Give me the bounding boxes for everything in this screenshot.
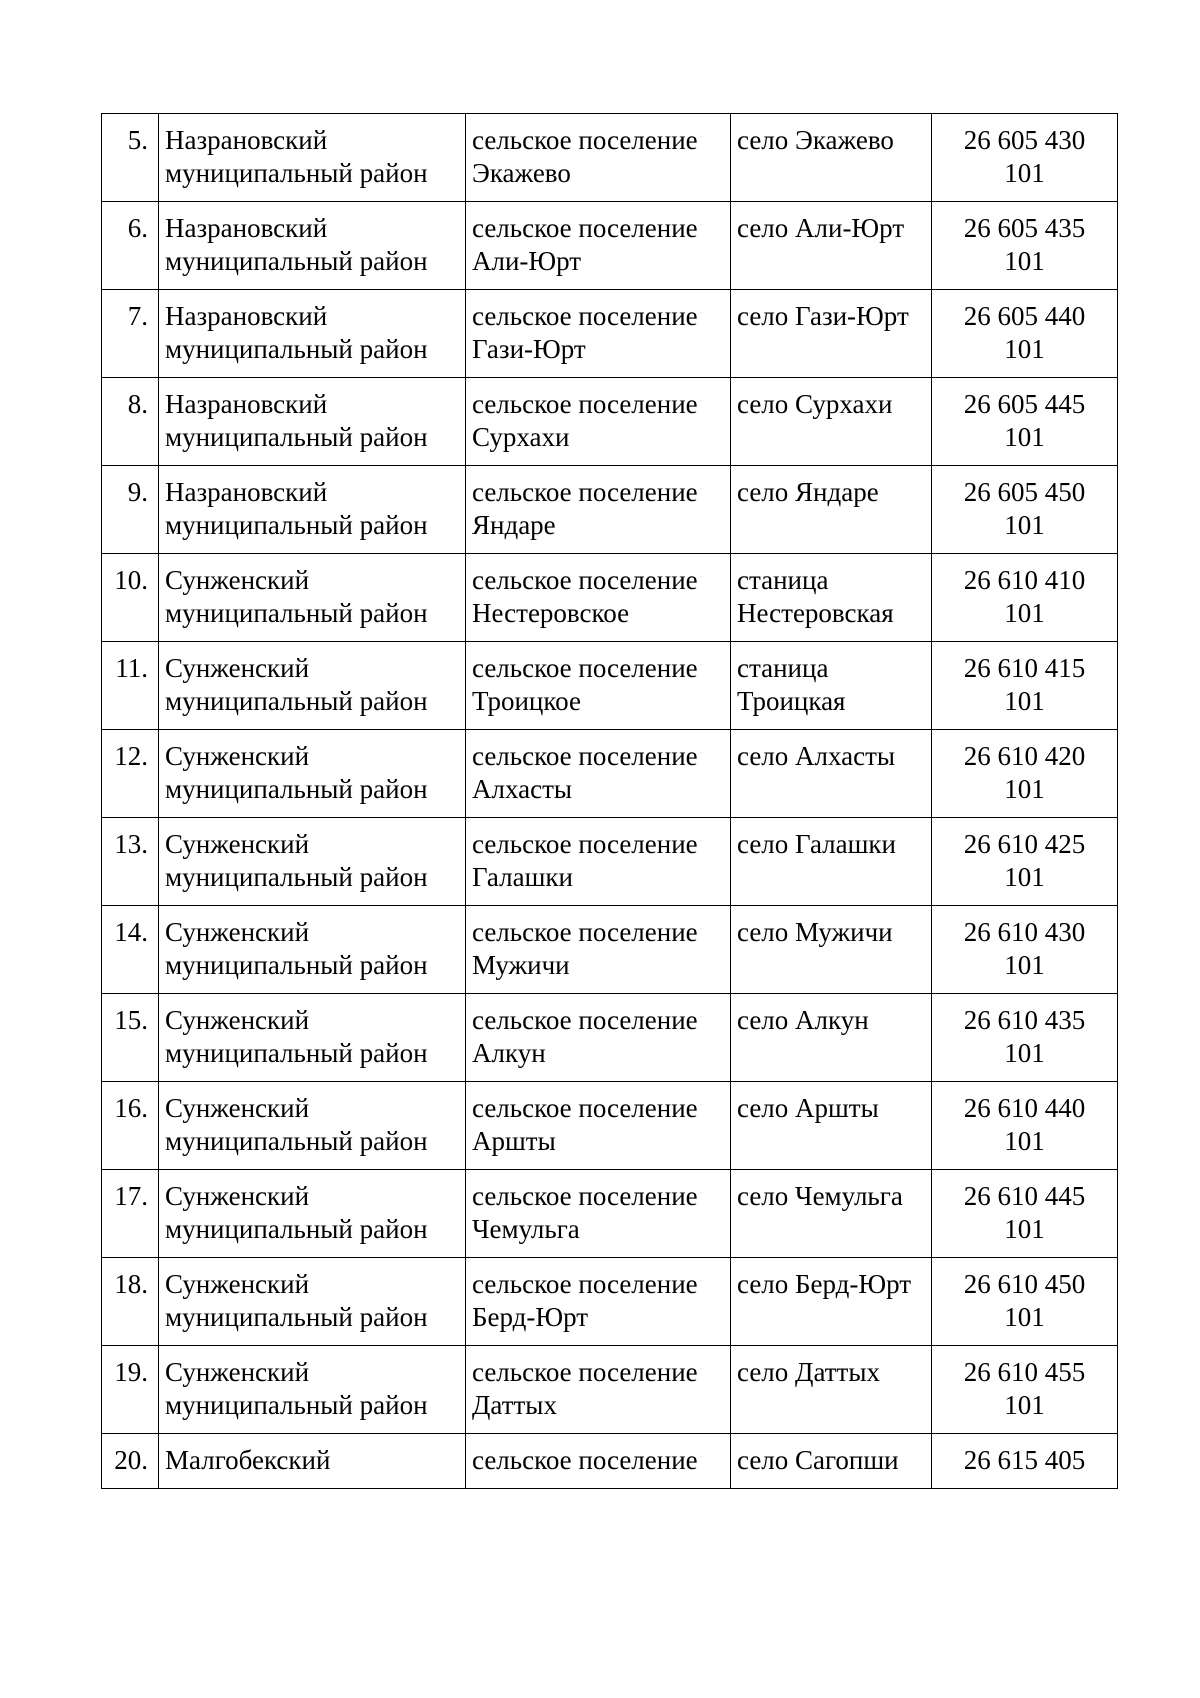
settlement-cell-line: Алкун	[472, 1038, 546, 1068]
locality-cell	[731, 378, 932, 466]
oktmo-code-cell-line: 26 610 430	[963, 917, 1086, 947]
oktmo-code-cell-line: 26 605 440	[963, 301, 1086, 331]
oktmo-code-cell-line: 101	[1004, 1302, 1045, 1332]
locality-cell-line: станица	[737, 653, 829, 683]
district-cell	[159, 554, 466, 642]
settlement-cell-line: Сурхахи	[472, 422, 570, 452]
district-cell-line: Назрановский	[165, 301, 328, 331]
locality-cell	[731, 554, 932, 642]
table-row	[102, 554, 1118, 642]
oktmo-code-cell	[932, 642, 1118, 730]
settlement-cell-line: Яндаре	[472, 510, 556, 540]
oktmo-code-cell-line: 26 605 450	[963, 477, 1086, 507]
settlement-cell	[466, 202, 731, 290]
settlement-cell-line: Али-Юрт	[472, 246, 582, 276]
settlement-cell	[466, 906, 731, 994]
row-number-cell: 20.	[102, 1434, 159, 1489]
locality-cell	[731, 114, 932, 202]
district-cell-line: муниципальный район	[165, 1214, 428, 1244]
row-number-cell: 11.	[102, 642, 159, 730]
settlement-cell-line: сельское поселение	[472, 1093, 698, 1123]
locality-cell-line: село Али-Юрт	[737, 213, 905, 243]
locality-cell	[731, 1082, 932, 1170]
locality-cell-line: Нестеровская	[737, 598, 894, 628]
district-cell-line: муниципальный район	[165, 246, 428, 276]
table-row	[102, 290, 1118, 378]
district-cell	[159, 1434, 466, 1489]
locality-cell-line: село Даттых	[737, 1357, 880, 1387]
oktmo-code-cell	[932, 1170, 1118, 1258]
settlement-cell-line: Алхасты	[472, 774, 573, 804]
locality-cell	[731, 1258, 932, 1346]
oktmo-code-cell	[932, 1346, 1118, 1434]
row-number-cell: 5.	[102, 114, 159, 202]
oktmo-code-cell-line: 26 615 405	[963, 1445, 1086, 1475]
locality-cell-line: село Мужичи	[737, 917, 893, 947]
settlement-cell-line: сельское поселение	[472, 565, 698, 595]
settlement-cell-line: сельское поселение	[472, 829, 698, 859]
locality-cell	[731, 1170, 932, 1258]
oktmo-code-cell-line: 26 610 410	[963, 565, 1086, 595]
settlement-cell-line: сельское поселение	[472, 125, 698, 155]
settlement-cell	[466, 642, 731, 730]
oktmo-code-cell-line: 101	[1004, 1390, 1045, 1420]
oktmo-code-cell-line: 101	[1004, 774, 1045, 804]
row-number-cell: 10.	[102, 554, 159, 642]
district-cell-line: Назрановский	[165, 477, 328, 507]
district-cell-line: Сунженский	[165, 741, 310, 771]
district-cell	[159, 730, 466, 818]
row-number-cell: 7.	[102, 290, 159, 378]
locality-cell-line: село Сурхахи	[737, 389, 893, 419]
table-row	[102, 730, 1118, 818]
oktmo-code-cell-line: 101	[1004, 422, 1045, 452]
row-number-cell: 17.	[102, 1170, 159, 1258]
table-row	[102, 1082, 1118, 1170]
table-row	[102, 202, 1118, 290]
district-cell	[159, 642, 466, 730]
settlement-cell	[466, 1258, 731, 1346]
locality-cell-line: село Алкун	[737, 1005, 869, 1035]
settlement-cell	[466, 466, 731, 554]
locality-cell-line: село Гази-Юрт	[737, 301, 909, 331]
district-cell	[159, 466, 466, 554]
table-row	[102, 114, 1118, 202]
table-row	[102, 906, 1118, 994]
oktmo-code-cell	[932, 466, 1118, 554]
locality-cell	[731, 994, 932, 1082]
locality-cell	[731, 1346, 932, 1434]
settlement-cell-line: Нестеровское	[472, 598, 630, 628]
settlement-cell-line: Гази-Юрт	[472, 334, 586, 364]
district-cell-line: муниципальный район	[165, 686, 428, 716]
settlement-cell-line: Даттых	[472, 1390, 557, 1420]
oktmo-code-cell-line: 26 610 435	[963, 1005, 1086, 1035]
oktmo-code-cell-line: 101	[1004, 510, 1045, 540]
table-row	[102, 818, 1118, 906]
row-number-cell: 9.	[102, 466, 159, 554]
settlement-cell-line: Экажево	[472, 158, 571, 188]
settlement-cell-line: сельское поселение	[472, 1181, 698, 1211]
row-number-cell: 15.	[102, 994, 159, 1082]
district-cell	[159, 290, 466, 378]
locality-cell-line: Троицкая	[737, 686, 846, 716]
district-cell-line: Малгобекский	[165, 1445, 331, 1475]
oktmo-code-cell	[932, 730, 1118, 818]
settlement-cell-line: сельское поселение	[472, 213, 698, 243]
settlement-cell	[466, 290, 731, 378]
settlement-cell-line: сельское поселение	[472, 301, 698, 331]
locality-cell-line: село Яндаре	[737, 477, 879, 507]
settlement-cell-line: Аршты	[472, 1126, 556, 1156]
district-cell	[159, 202, 466, 290]
settlement-cell-line: сельское поселение	[472, 653, 698, 683]
registry-table-body	[102, 114, 1118, 1489]
settlement-cell	[466, 114, 731, 202]
locality-cell	[731, 642, 932, 730]
locality-cell	[731, 466, 932, 554]
row-number-cell: 16.	[102, 1082, 159, 1170]
oktmo-code-cell-line: 26 610 425	[963, 829, 1086, 859]
settlement-cell-line: сельское поселение	[472, 917, 698, 947]
settlement-cell	[466, 1082, 731, 1170]
district-cell-line: муниципальный район	[165, 1302, 428, 1332]
oktmo-code-cell	[932, 114, 1118, 202]
oktmo-code-cell-line: 101	[1004, 1126, 1045, 1156]
district-cell	[159, 1082, 466, 1170]
district-cell-line: муниципальный район	[165, 334, 428, 364]
table-row	[102, 378, 1118, 466]
settlement-cell-line: сельское поселение	[472, 1005, 698, 1035]
settlement-cell	[466, 994, 731, 1082]
district-cell-line: муниципальный район	[165, 158, 428, 188]
table-row	[102, 1170, 1118, 1258]
district-cell-line: муниципальный район	[165, 950, 428, 980]
district-cell-line: муниципальный район	[165, 774, 428, 804]
locality-cell-line: село Чемульга	[737, 1181, 903, 1211]
oktmo-code-cell-line: 26 610 420	[963, 741, 1086, 771]
row-number-cell: 18.	[102, 1258, 159, 1346]
district-cell-line: Сунженский	[165, 565, 310, 595]
table-row	[102, 466, 1118, 554]
settlement-cell-line: Троицкое	[472, 686, 581, 716]
oktmo-code-cell-line: 101	[1004, 862, 1045, 892]
district-cell	[159, 994, 466, 1082]
oktmo-code-cell-line: 26 610 440	[963, 1093, 1086, 1123]
oktmo-code-cell-line: 101	[1004, 334, 1045, 364]
oktmo-code-cell-line: 101	[1004, 950, 1045, 980]
settlement-cell-line: сельское поселение	[472, 389, 698, 419]
settlement-cell-line: Чемульга	[472, 1214, 580, 1244]
oktmo-code-cell	[932, 906, 1118, 994]
district-cell-line: Назрановский	[165, 389, 328, 419]
settlement-cell	[466, 1434, 731, 1489]
district-cell	[159, 1346, 466, 1434]
district-cell	[159, 818, 466, 906]
settlement-cell	[466, 554, 731, 642]
oktmo-code-cell-line: 26 610 450	[963, 1269, 1086, 1299]
settlement-cell-line: сельское поселение	[472, 1269, 698, 1299]
municipal-registry-table	[101, 113, 1118, 1489]
settlement-cell-line: сельское поселение	[472, 477, 698, 507]
row-number-cell: 14.	[102, 906, 159, 994]
settlement-cell-line: сельское поселение	[472, 1445, 698, 1475]
locality-cell	[731, 202, 932, 290]
district-cell-line: Сунженский	[165, 653, 310, 683]
oktmo-code-cell-line: 26 610 445	[963, 1181, 1086, 1211]
oktmo-code-cell-line: 26 605 445	[963, 389, 1086, 419]
locality-cell	[731, 818, 932, 906]
oktmo-code-cell-line: 26 605 430	[963, 125, 1086, 155]
district-cell	[159, 1258, 466, 1346]
locality-cell-line: станица	[737, 565, 829, 595]
district-cell-line: муниципальный район	[165, 510, 428, 540]
district-cell-line: муниципальный район	[165, 422, 428, 452]
district-cell-line: Сунженский	[165, 1181, 310, 1211]
district-cell-line: муниципальный район	[165, 598, 428, 628]
table-row	[102, 994, 1118, 1082]
settlement-cell-line: Галашки	[472, 862, 573, 892]
district-cell	[159, 114, 466, 202]
oktmo-code-cell	[932, 202, 1118, 290]
district-cell-line: муниципальный район	[165, 1126, 428, 1156]
locality-cell	[731, 290, 932, 378]
locality-cell-line: село Галашки	[737, 829, 896, 859]
locality-cell	[731, 1434, 932, 1489]
oktmo-code-cell	[932, 1258, 1118, 1346]
district-cell-line: Назрановский	[165, 213, 328, 243]
oktmo-code-cell	[932, 1434, 1118, 1489]
settlement-cell-line: Мужичи	[472, 950, 570, 980]
settlement-cell	[466, 1170, 731, 1258]
oktmo-code-cell	[932, 290, 1118, 378]
settlement-cell-line: сельское поселение	[472, 1357, 698, 1387]
settlement-cell-line: сельское поселение	[472, 741, 698, 771]
locality-cell	[731, 730, 932, 818]
district-cell-line: Сунженский	[165, 829, 310, 859]
oktmo-code-cell-line: 101	[1004, 158, 1045, 188]
row-number-cell: 8.	[102, 378, 159, 466]
district-cell-line: муниципальный район	[165, 1390, 428, 1420]
locality-cell-line: село Экажево	[737, 125, 894, 155]
district-cell-line: Сунженский	[165, 917, 310, 947]
locality-cell-line: село Берд-Юрт	[737, 1269, 912, 1299]
district-cell	[159, 906, 466, 994]
oktmo-code-cell-line: 101	[1004, 246, 1045, 276]
table-row	[102, 1434, 1118, 1489]
oktmo-code-cell-line: 101	[1004, 1038, 1045, 1068]
oktmo-code-cell	[932, 378, 1118, 466]
district-cell-line: Сунженский	[165, 1357, 310, 1387]
district-cell-line: Сунженский	[165, 1093, 310, 1123]
oktmo-code-cell-line: 101	[1004, 1214, 1045, 1244]
settlement-cell	[466, 730, 731, 818]
settlement-cell	[466, 818, 731, 906]
oktmo-code-cell-line: 26 610 455	[963, 1357, 1086, 1387]
district-cell-line: Назрановский	[165, 125, 328, 155]
settlement-cell	[466, 1346, 731, 1434]
locality-cell-line: село Сагопши	[737, 1445, 899, 1475]
table-row	[102, 1258, 1118, 1346]
locality-cell	[731, 906, 932, 994]
oktmo-code-cell	[932, 994, 1118, 1082]
oktmo-code-cell-line: 101	[1004, 686, 1045, 716]
district-cell-line: муниципальный район	[165, 862, 428, 892]
table-row	[102, 642, 1118, 730]
settlement-cell-line: Берд-Юрт	[472, 1302, 589, 1332]
oktmo-code-cell-line: 101	[1004, 598, 1045, 628]
locality-cell-line: село Аршты	[737, 1093, 879, 1123]
locality-cell-line: село Алхасты	[737, 741, 896, 771]
district-cell	[159, 378, 466, 466]
row-number-cell: 19.	[102, 1346, 159, 1434]
oktmo-code-cell	[932, 1082, 1118, 1170]
district-cell-line: муниципальный район	[165, 1038, 428, 1068]
table-row	[102, 1346, 1118, 1434]
oktmo-code-cell-line: 26 605 435	[963, 213, 1086, 243]
row-number-cell: 13.	[102, 818, 159, 906]
district-cell	[159, 1170, 466, 1258]
oktmo-code-cell	[932, 554, 1118, 642]
row-number-cell: 12.	[102, 730, 159, 818]
oktmo-code-cell	[932, 818, 1118, 906]
row-number-cell: 6.	[102, 202, 159, 290]
district-cell-line: Сунженский	[165, 1005, 310, 1035]
oktmo-code-cell-line: 26 610 415	[963, 653, 1086, 683]
district-cell-line: Сунженский	[165, 1269, 310, 1299]
settlement-cell	[466, 378, 731, 466]
